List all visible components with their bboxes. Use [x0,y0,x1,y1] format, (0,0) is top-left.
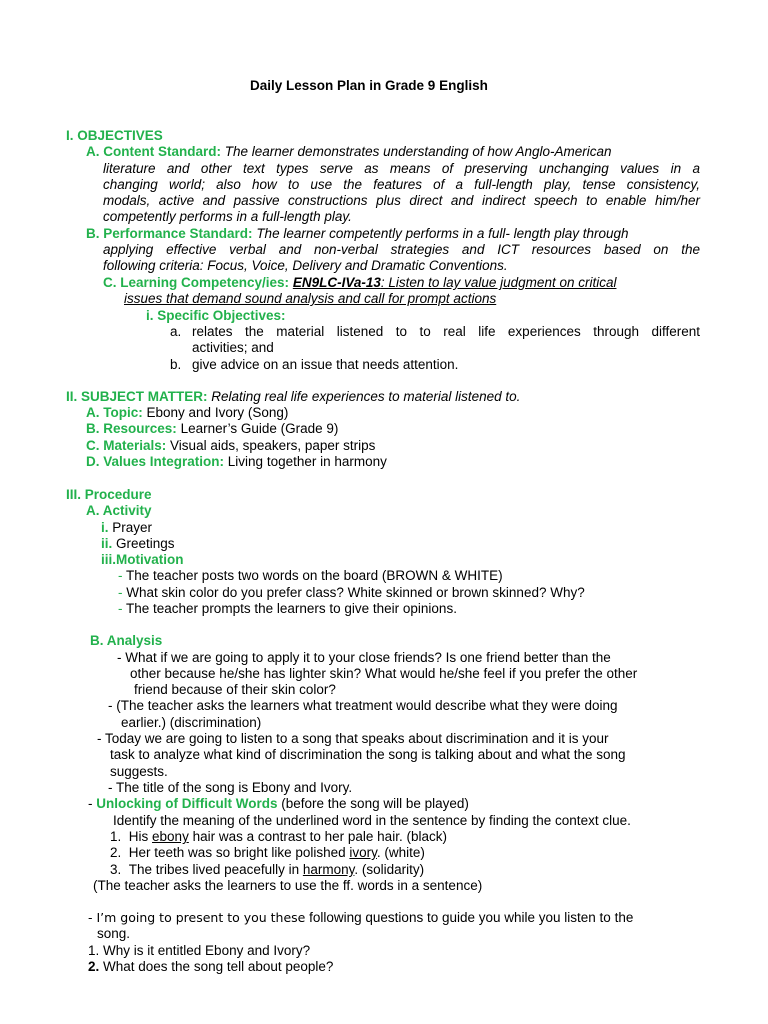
content-standard-line-3: changing world; also how to use the features of a full-length play, tense consistency, [103,177,700,192]
values-integration-label: D. Values Integration: [86,454,225,469]
vocab-3-before: The tribes lived peacefully in [128,862,303,877]
objective-a-line-1: relates the material listened to to real life experiences through different [192,324,700,339]
document-title: Daily Lesson Plan in Grade 9 English [250,78,488,93]
analysis-line-7: task to analyze what kind of discrimination the song is talking about and what the song [110,747,626,762]
bullet-dash: - [118,601,123,616]
sentence-note: (The teacher asks the learners to use the ff. words in a sentence) [93,878,483,893]
unlocking-instruction: Identify the meaning of the underlined word in the sentence by finding the context clue. [113,813,631,828]
vocab-2-word: ivory [349,845,377,860]
analysis-label: B. Analysis [90,633,163,648]
vocab-item-1 [110,829,447,845]
analysis-line-5: earlier.) (discrimination) [121,715,262,730]
materials-row [86,438,375,454]
unlocking-dash: - [88,796,97,811]
performance-standard-line-2: applying effective verbal and non-verbal strategies and ICT resources based on the [103,242,700,257]
materials-value: Visual aids, speakers, paper strips [170,438,376,453]
content-standard-line-1: The learner demonstrates understanding of how Anglo-American [224,144,612,159]
unlocking-note: (before the song will be played) [281,796,469,811]
objective-a-marker: a. [170,324,182,339]
vocab-3-word: harmony [302,862,355,877]
question-2 [88,959,333,975]
competency-code: EN9LC-IVa-13 [292,275,381,290]
vocab-2-after: . (white) [376,845,425,860]
question-1 [88,943,310,959]
motivation-bullet-3 [118,601,457,617]
analysis-line-6: - Today we are going to listen to a song that speaks about discrimination and it is your [97,731,609,746]
vocab-3-number: 3. [110,862,122,877]
performance-standard-label: B. Performance Standard: [86,226,253,241]
content-standard-line-4: modals, active and passive constructions plus direct and indirect speech to enable him/her [103,193,700,208]
bullet-dash: - [118,568,123,583]
question-1-text: Why is it entitled Ebony and Ivory? [99,943,311,958]
performance-standard-line-3: following criteria: Focus, Voice, Delivery and Dramatic Conventions. [103,258,508,273]
topic-label: A. Topic: [86,405,143,420]
vocab-item-3 [110,862,424,878]
vocab-2-before: Her teeth was so bright like polished [128,845,350,860]
values-integration-value: Living together in harmony [227,454,387,469]
learning-competency [103,275,616,291]
resources-label: B. Resources: [86,421,177,436]
content-standard-label: A. Content Standard: [86,144,221,159]
question-1-number: 1. [88,943,100,958]
resources-value: Learner’s Guide (Grade 9) [180,421,339,436]
step-prayer-marker: i. [101,520,109,535]
step-greetings [101,536,175,552]
analysis-line-1: - What if we are going to apply it to your close friends? Is one friend better than the [117,650,611,665]
guide-intro-part-2: following questions to guide you while you listen to the [305,910,634,925]
guide-questions-intro [88,910,633,926]
step-greetings-marker: ii. [101,536,113,551]
content-standard-line-5: competently performs in a full-length play. [103,209,352,224]
question-2-number: 2. [88,959,100,974]
objective-b-text: give advice on an issue that needs attention. [192,357,459,372]
step-motivation-text: Motivation [116,552,184,567]
topic-row [86,405,288,421]
step-prayer-text: Prayer [112,520,153,535]
specific-objectives-label: i. Specific Objectives: [146,308,286,323]
vocab-2-number: 2. [110,845,122,860]
motivation-bullet-2-text: What skin color do you prefer class? White skinned or brown skinned? Why? [126,585,585,600]
subject-matter-text: Relating real life experiences to material listened to. [211,389,521,404]
analysis-line-4: - (The teacher asks the learners what treatment would describe what they were doing [108,698,618,713]
motivation-bullet-1-text: The teacher posts two words on the board (BROWN & WHITE) [126,568,503,583]
values-integration-row [86,454,387,470]
guide-intro-part-3: song. [97,926,131,941]
subject-matter [66,389,520,405]
learning-competency-line-1: : Listen to lay value judgment on critical [380,275,617,290]
performance-standard-line-1: The learner competently performs in a full- length play through [256,226,629,241]
topic-value: Ebony and Ivory (Song) [146,405,289,420]
bullet-dash: - [118,585,123,600]
materials-label: C. Materials: [86,438,167,453]
vocab-1-word: ebony [152,829,189,844]
learning-competency-line-2: issues that demand sound analysis and call for prompt actions [124,291,497,306]
analysis-line-3: friend because of their skin color? [134,682,336,697]
performance-standard [86,226,629,242]
step-greetings-text: Greetings [116,536,175,551]
content-standard-line-2: literature and other text types serve as means of preserving unchanging values in a [103,161,700,176]
analysis-line-9: - The title of the song is Ebony and Ivory. [108,780,353,795]
vocab-item-2 [110,845,425,861]
vocab-1-before: His [128,829,153,844]
analysis-line-8: suggests. [110,764,168,779]
vocab-3-after: . (solidarity) [354,862,425,877]
unlocking-label: Unlocking of Difficult Words [96,796,278,811]
learning-competency-label: C. Learning Competency/ies: [103,275,290,290]
objective-b-marker: b. [170,357,182,372]
motivation-bullet-3-text: The teacher prompts the learners to give their opinions. [126,601,457,616]
objectives-heading: I. OBJECTIVES [66,128,163,143]
step-prayer [101,520,152,536]
motivation-bullet-1 [118,568,503,584]
procedure-heading: III. Procedure [66,487,152,502]
motivation-bullet-2 [118,585,585,601]
unlocking-row [88,796,469,812]
subject-matter-heading: II. SUBJECT MATTER: [66,389,208,404]
guide-intro-part-1: - I’m going to present to you these [88,910,306,925]
vocab-1-number: 1. [110,829,122,844]
objective-a-line-2: activities; and [192,340,274,355]
step-motivation-marker: iii. [101,552,117,567]
content-standard [86,144,700,160]
activity-label: A. Activity [86,503,152,518]
vocab-1-after: hair was a contrast to her pale hair. (black) [188,829,447,844]
step-motivation [101,552,184,568]
analysis-line-2: other because he/she has lighter skin? What would he/she feel if you prefer the other [130,666,638,681]
question-2-text: What does the song tell about people? [99,959,334,974]
resources-row [86,421,338,437]
